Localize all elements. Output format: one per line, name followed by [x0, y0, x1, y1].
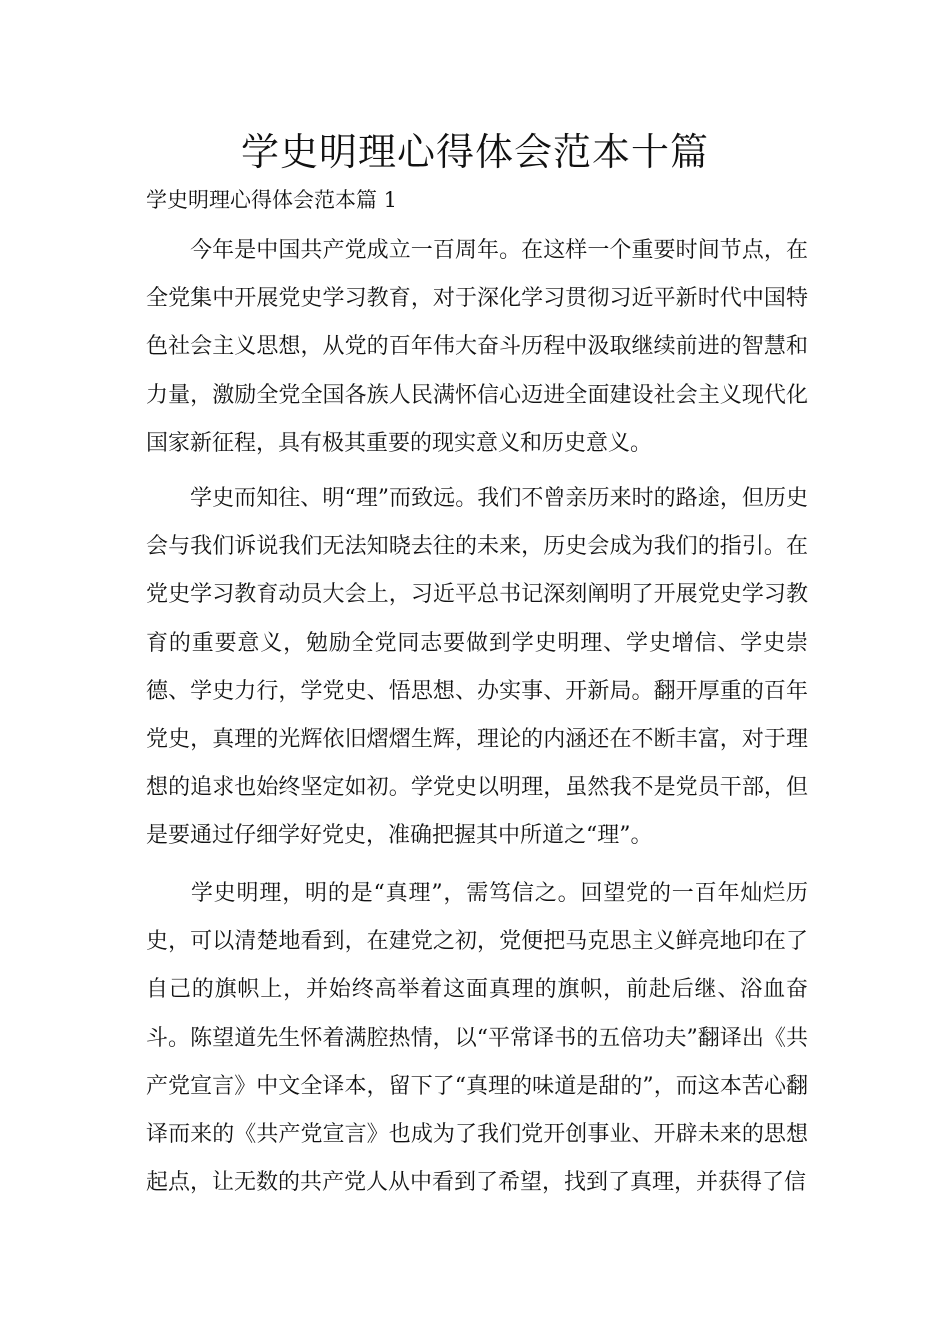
paragraph-1-text: 今年是中国共产党成立一百周年。在这样一个重要时间节点，在全党集中开展党史学习教育，对于深化学习贯彻习近平新时代中国特色社会主义思想，从党的百年伟大奋斗历程中汲取继续前进的智慧和力量，激励全党全国各族人民满怀信心迈进全面建设社会主义现代化国家新征程，具有极其重要的现实意义和历史意义。 [146, 238, 808, 456]
paragraph-3-text: 学史明理，明的是“真理”，需笃信之。回望党的一百年灿烂历史，可以清楚地看到，在建党之初，党便把马克思主义鲜亮地印在了自己的旗帜上，并始终高举着这面真理的旗帜，前赴后继、浴血奋斗。陈望道先生怀着满腔热情，以“平常译书的五倍功夫”翻译出《共产党宣言》中文全译本，留下了“真理的味道是甜的”，而这本苦心翻译而来的《共产党宣言》也成为了我们党开创事业、开辟未来的思想起点，让无数的共产党人从中看到了希望，找到了真理，并获得了信 [146, 881, 808, 1196]
section-heading: 学史明理心得体会范本篇 1 [146, 188, 398, 212]
document-title: 学史明理心得体会范本十篇 [240, 130, 709, 174]
body-paragraph-1 [146, 227, 808, 468]
body-paragraph-2 [146, 475, 808, 861]
body-paragraph-3 [146, 870, 808, 1207]
paragraph-2-text: 学史而知往、明“理”而致远。我们不曾亲历来时的路途，但历史会与我们诉说我们无法知晓去往的未来，历史会成为我们的指引。在党史学习教育动员大会上，习近平总书记深刻阐明了开展党史学习教育的重要意义，勉励全党同志要做到学史明理、学史增信、学史崇德、学史力行，学党史、悟思想、办实事、开新局。翻开厚重的百年党史，真理的光辉依旧熠熠生辉，理论的内涵还在不断丰富，对于理想的追求也始终坚定如初。学党史以明理，虽然我不是党员干部，但是要通过仔细学好党史，准确把握其中所道之“理”。 [146, 486, 808, 849]
